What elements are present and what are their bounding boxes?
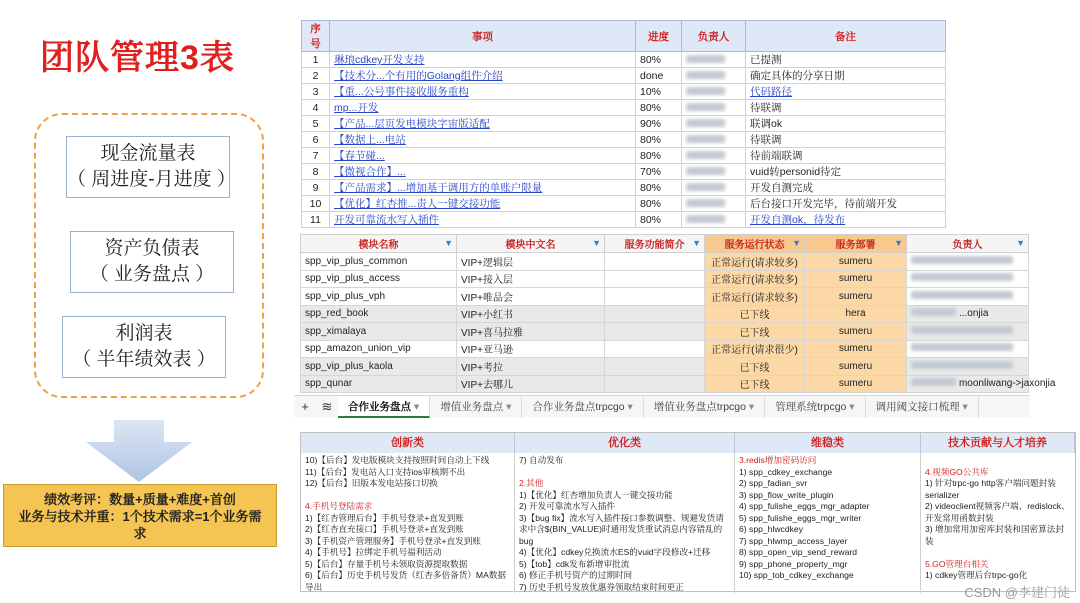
summary-line: 3) spp_flow_write_plugin	[739, 489, 834, 500]
report-name: 现金流量表	[100, 143, 196, 164]
summary-line: 1) spp_cdkey_exchange	[739, 466, 833, 477]
summary-line: 7) 历史手机号发放优惠券领取结束时间更正	[519, 581, 684, 592]
table-row	[302, 52, 946, 68]
summary-line: 6) 修正手机号资产的过期时间	[519, 570, 633, 580]
status-cell: 正常运行(请求很少)	[705, 340, 805, 358]
task-link[interactable]: 【重...公号事件接收服务重构	[330, 84, 636, 100]
progress-value: 80%	[636, 148, 682, 164]
progress-value: 80%	[636, 132, 682, 148]
col-header-owner[interactable]: 负责人 ▼	[907, 235, 1029, 253]
owner-cell	[907, 270, 1029, 288]
progress-value: 10%	[636, 84, 682, 100]
redacted-owner	[911, 308, 956, 316]
deploy-cell: sumeru	[805, 288, 907, 306]
report-sub: （ 半年绩效表 ）	[72, 349, 216, 370]
table-row	[302, 180, 946, 196]
summary-line: 2) videoclient视频客户端、redislock、开发常用函数封装	[925, 501, 1070, 523]
summary-line: 12)【后台】旧版本发电站接口切换	[305, 478, 438, 488]
table-row	[301, 253, 1029, 271]
module-desc	[605, 270, 705, 288]
progress-value: 80%	[636, 100, 682, 116]
summary-line: 2) spp_fadian_svr	[739, 478, 808, 488]
redacted-owner	[686, 103, 725, 111]
progress-value: done	[636, 68, 682, 84]
deploy-cell: sumeru	[805, 270, 907, 288]
redacted-owner	[911, 291, 1013, 299]
progress-value: 80%	[636, 180, 682, 196]
filter-icon[interactable]: ▼	[1016, 238, 1025, 248]
summary-line: 3)【手机资产管理服务】手机号登录+直发到账	[305, 535, 481, 546]
owner-cell	[682, 68, 746, 84]
summary-line: 8) spp_open_vip_send_reward	[739, 547, 858, 557]
report-name: 资产负债表	[104, 238, 200, 259]
col-header-desc[interactable]: 服务功能简介 ▼	[605, 235, 705, 253]
summary-line: 6) spp_hlwcdkey	[739, 524, 804, 534]
innovation-column	[301, 453, 515, 593]
report-box-cashflow	[66, 136, 236, 198]
note-cell: 待联调	[746, 132, 946, 148]
redacted-owner	[686, 151, 725, 159]
layers-icon[interactable]: ≋	[321, 398, 333, 414]
col-header-tech-contribution: 技术贡献与人才培养	[921, 433, 1075, 453]
row-number: 3	[302, 84, 330, 100]
task-link[interactable]: 【产品需求】...增加基于调用方的单账户限量	[330, 180, 636, 196]
summary-line: 2)【红杏直充接口】手机号登录+直发到账	[305, 524, 464, 534]
owner-cell	[682, 148, 746, 164]
note-cell: 开发自测完成	[746, 180, 946, 196]
task-link[interactable]: 开发可靠流水写入插件	[330, 212, 636, 228]
sheet-tab[interactable]: 调用阈文接口梳理 ▾	[866, 396, 979, 418]
table-row	[301, 270, 1029, 288]
task-link[interactable]: 【微视合作】...	[330, 164, 636, 180]
module-desc	[605, 323, 705, 341]
chevron-down-icon[interactable]: ▾	[846, 400, 855, 413]
module-name: spp_vip_plus_common	[301, 253, 457, 271]
summary-line: 2.其他	[519, 478, 544, 488]
summary-line: 4.视频GO公共库	[925, 466, 989, 477]
module-desc	[605, 340, 705, 358]
chevron-down-icon[interactable]: ▾	[624, 400, 633, 413]
summary-line: 6)【后台】历史手机号发货（红杏多倍备货）MA数据导出	[305, 570, 507, 592]
table-row	[302, 196, 946, 212]
filter-icon[interactable]: ▼	[894, 238, 903, 248]
summary-line: 1)【优化】红杏增加负责人一键交接功能	[519, 489, 673, 500]
col-header: 事项	[330, 21, 636, 52]
chevron-down-icon[interactable]: ▾	[411, 400, 420, 413]
page-title: 团队管理3表	[40, 39, 235, 77]
report-box-profit	[62, 316, 226, 378]
summary-line: 11)【后台】发电站入口支持ios审核期不出	[305, 466, 466, 477]
redacted-owner	[686, 183, 725, 191]
optimization-column	[515, 453, 735, 593]
owner-cell: moonliwang->jaxonjia	[907, 375, 1029, 393]
summary-line: 10)【后台】发电版模块支持按照时间自动上下线	[305, 455, 490, 465]
owner-cell	[682, 132, 746, 148]
redacted-owner	[911, 273, 1013, 281]
report-sub: （ 周进度-月进度 ）	[67, 169, 236, 190]
task-link[interactable]: 【数据上...电站	[330, 132, 636, 148]
status-cell: 正常运行(请求较多)	[705, 270, 805, 288]
owner-cell	[682, 180, 746, 196]
note-cell: 确定具体的分享日期	[746, 68, 946, 84]
performance-summary	[3, 484, 277, 547]
sheet-tab[interactable]: 增值业务盘点trpcgo ▾	[644, 396, 765, 418]
col-header-module-cn[interactable]: 模块中文名 ▼	[457, 235, 605, 253]
task-link[interactable]: 【优化】红杏推...责人一键交接功能	[330, 196, 636, 212]
task-link[interactable]: 【技术分...个有用的Golang组件介绍	[330, 68, 636, 84]
module-name: spp_ximalaya	[301, 323, 457, 341]
owner-cell	[907, 288, 1029, 306]
sheet-tab[interactable]: 合作业务盘点trpcgo ▾	[522, 396, 643, 418]
module-desc	[605, 288, 705, 306]
report-sub: （ 业务盘点 ）	[89, 264, 215, 285]
owner-cell	[907, 323, 1029, 341]
summary-line: 绩效考评：数量+质量+难度+首创	[44, 492, 236, 507]
note-cell[interactable]: 开发自测ok，待发布	[746, 212, 946, 228]
summary-line: 1) 针对trpc-go http客户端问题封装serializer	[925, 478, 1056, 500]
owner-cell	[907, 358, 1029, 376]
filter-icon[interactable]: ▼	[792, 238, 801, 248]
table-row	[302, 68, 946, 84]
summary-line: 5.GO管理台相关	[925, 558, 989, 569]
filter-icon[interactable]: ▼	[592, 238, 601, 248]
redacted-owner	[686, 199, 725, 207]
module-desc	[605, 253, 705, 271]
note-cell: vuid转personid待定	[746, 164, 946, 180]
summary-line	[925, 455, 1071, 467]
note-cell: 后台接口开发完毕，待前端开发	[746, 196, 946, 212]
progress-value: 90%	[636, 116, 682, 132]
note-cell: 待前端联调	[746, 148, 946, 164]
summary-line: 4) spp_fulishe_eggs_mgr_adapter	[739, 501, 870, 511]
col-header-module-name[interactable]: 模块名称 ▼	[301, 235, 457, 253]
table-row	[302, 212, 946, 228]
progress-value: 80%	[636, 212, 682, 228]
status-cell: 已下线	[705, 358, 805, 376]
row-number: 8	[302, 164, 330, 180]
owner-cell	[907, 253, 1029, 271]
module-name: spp_amazon_union_vip	[301, 340, 457, 358]
table-row	[302, 132, 946, 148]
col-header-optimization: 优化类	[515, 433, 735, 453]
redacted-owner	[686, 119, 725, 127]
status-cell: 已下线	[705, 323, 805, 341]
summary-line: 7) 自动发布	[519, 455, 564, 465]
filter-icon[interactable]: ▼	[692, 238, 701, 248]
down-arrow-icon	[84, 420, 194, 482]
table-row	[301, 288, 1029, 306]
report-name: 利润表	[115, 323, 173, 344]
module-cn-name: VIP+去哪儿	[457, 375, 605, 393]
row-number: 4	[302, 100, 330, 116]
table-row	[301, 358, 1029, 376]
redacted-owner	[686, 135, 725, 143]
summary-line	[925, 547, 1071, 559]
summary-line: 5)【后台】存量手机号未领取资源提取数据	[305, 558, 468, 569]
row-number: 11	[302, 212, 330, 228]
status-cell: 正常运行(请求较多)	[705, 288, 805, 306]
row-number: 6	[302, 132, 330, 148]
table-row	[302, 148, 946, 164]
table-row	[302, 164, 946, 180]
module-cn-name: VIP+小红书	[457, 305, 605, 323]
task-link[interactable]: 【产品...层页发电模块字宙版适配	[330, 116, 636, 132]
owner-cell	[682, 84, 746, 100]
owner-cell	[907, 340, 1029, 358]
col-header-stability: 维稳类	[735, 433, 921, 453]
table-row	[302, 84, 946, 100]
summary-line: 2) 开发可靠流水写入插件	[519, 501, 615, 511]
redacted-owner	[911, 378, 956, 386]
module-desc	[605, 375, 705, 393]
module-cn-name: VIP+喜马拉雅	[457, 323, 605, 341]
module-name: spp_red_book	[301, 305, 457, 323]
sheet-tab[interactable]: 管理系统trpcgo ▾	[765, 396, 865, 418]
summary-line: 5) spp_fulishe_eggs_mgr_writer	[739, 512, 862, 523]
owner-cell	[682, 52, 746, 68]
module-name: spp_vip_plus_vph	[301, 288, 457, 306]
owner-cell	[682, 212, 746, 228]
redacted-owner	[686, 167, 725, 175]
summary-line: 10) spp_tob_cdkey_exchange	[739, 570, 854, 580]
module-name: spp_vip_plus_kaola	[301, 358, 457, 376]
summary-line: 1) cdkey管理后台trpc-go化	[925, 570, 1028, 580]
summary-line: 5)【tob】cdk发布新增审批流	[519, 558, 630, 569]
col-header-status[interactable]: 服务运行状态 ▼	[705, 235, 805, 253]
watermark: CSDN @李建门徒	[964, 585, 1070, 600]
summary-line: 3) 增加常用加密库封装和国密算法封装	[925, 524, 1064, 546]
task-link[interactable]: 【春节碰...	[330, 148, 636, 164]
table-row	[302, 100, 946, 116]
redacted-owner	[911, 256, 1013, 264]
summary-line: 4)【优化】cdkey兑换流水ES的vuid字段修改+迁移	[519, 547, 711, 557]
table-row	[302, 116, 946, 132]
sheet-tab[interactable]: 合作业务盘点 ▾	[338, 396, 430, 418]
summary-line: 9) spp_phone_property_mgr	[739, 558, 848, 569]
summary-line: 3)【bug fix】流水写入插件接口参数调整、规避发货请求中含$(BIN_VALUE)时通用发货重试消息内容错乱的bug	[519, 512, 724, 546]
note-cell[interactable]: 代码路径	[746, 84, 946, 100]
module-cn-name: VIP+亚马逊	[457, 340, 605, 358]
owner-cell	[682, 116, 746, 132]
owner-cell	[682, 196, 746, 212]
row-number: 2	[302, 68, 330, 84]
redacted-owner	[686, 55, 725, 63]
table-row	[301, 375, 1029, 393]
row-number: 1	[302, 52, 330, 68]
filter-icon[interactable]: ▼	[444, 238, 453, 248]
col-header: 备注	[746, 21, 946, 52]
table-row	[301, 340, 1029, 358]
sheet-tab[interactable]: 增值业务盘点 ▾	[430, 396, 522, 418]
row-number: 7	[302, 148, 330, 164]
module-name: spp_vip_plus_access	[301, 270, 457, 288]
redacted-owner	[686, 71, 725, 79]
redacted-owner	[686, 87, 725, 95]
task-link[interactable]: 琳琅cdkey开发支持	[330, 52, 636, 68]
summary-line: 3.redis增加密码访问	[739, 455, 817, 465]
chevron-down-icon[interactable]: ▾	[745, 400, 755, 413]
owner-cell: ...onjia	[907, 305, 1029, 323]
row-number: 10	[302, 196, 330, 212]
deploy-cell: sumeru	[805, 358, 907, 376]
deploy-cell: sumeru	[805, 375, 907, 393]
module-cn-name: VIP+考拉	[457, 358, 605, 376]
sheet-tab-bar	[294, 395, 1030, 417]
deploy-cell: sumeru	[805, 323, 907, 341]
col-header: 序号	[302, 21, 330, 52]
note-cell: 待联调	[746, 100, 946, 116]
chevron-down-icon[interactable]: ▾	[503, 400, 512, 413]
chevron-down-icon[interactable]: ▾	[959, 400, 968, 413]
summary-line	[305, 490, 510, 502]
add-sheet-icon[interactable]: +	[301, 399, 309, 414]
progress-value: 80%	[636, 52, 682, 68]
work-summary-table	[300, 432, 1076, 592]
owner-cell	[682, 100, 746, 116]
col-header-deploy[interactable]: 服务部署 ▼	[805, 235, 907, 253]
progress-table	[301, 20, 946, 228]
summary-line: 1)【红杏管理后台】手机号登录+直发到账	[305, 512, 464, 523]
deploy-cell: sumeru	[805, 253, 907, 271]
deploy-cell: sumeru	[805, 340, 907, 358]
task-link[interactable]: mp...开发	[330, 100, 636, 116]
redacted-owner	[911, 361, 1013, 369]
redacted-owner	[911, 326, 1013, 334]
summary-line: 业务与技术并重：1个技术需求=1个业务需求	[18, 509, 262, 541]
note-cell: 已提测	[746, 52, 946, 68]
module-desc	[605, 305, 705, 323]
table-row	[301, 323, 1029, 341]
module-table	[300, 234, 1056, 393]
col-header: 进度	[636, 21, 682, 52]
module-cn-name: VIP+接入层	[457, 270, 605, 288]
summary-line: 4.手机号登陆需求	[305, 501, 373, 511]
deploy-cell: hera	[805, 305, 907, 323]
module-name: spp_qunar	[301, 375, 457, 393]
owner-cell	[682, 164, 746, 180]
note-cell: 联调ok	[746, 116, 946, 132]
progress-value: 70%	[636, 164, 682, 180]
status-cell: 已下线	[705, 305, 805, 323]
module-desc	[605, 358, 705, 376]
module-cn-name: VIP+唯品会	[457, 288, 605, 306]
tech-contribution-column	[921, 453, 1075, 593]
table-row	[301, 305, 1029, 323]
summary-line: 4)【手机号】拉绑定手机号福利活动	[305, 547, 442, 557]
redacted-owner	[911, 343, 1013, 351]
stability-column	[735, 453, 921, 593]
redacted-owner	[686, 215, 725, 223]
col-header: 负责人	[682, 21, 746, 52]
status-cell: 正常运行(请求较多)	[705, 253, 805, 271]
summary-line: 7) spp_hlwmp_access_layer	[739, 535, 848, 546]
summary-line	[519, 467, 730, 479]
progress-value: 80%	[636, 196, 682, 212]
row-number: 5	[302, 116, 330, 132]
col-header-innovation: 创新类	[301, 433, 515, 453]
status-cell: 已下线	[705, 375, 805, 393]
module-cn-name: VIP+逻辑层	[457, 253, 605, 271]
row-number: 9	[302, 180, 330, 196]
report-box-balance	[70, 231, 234, 293]
